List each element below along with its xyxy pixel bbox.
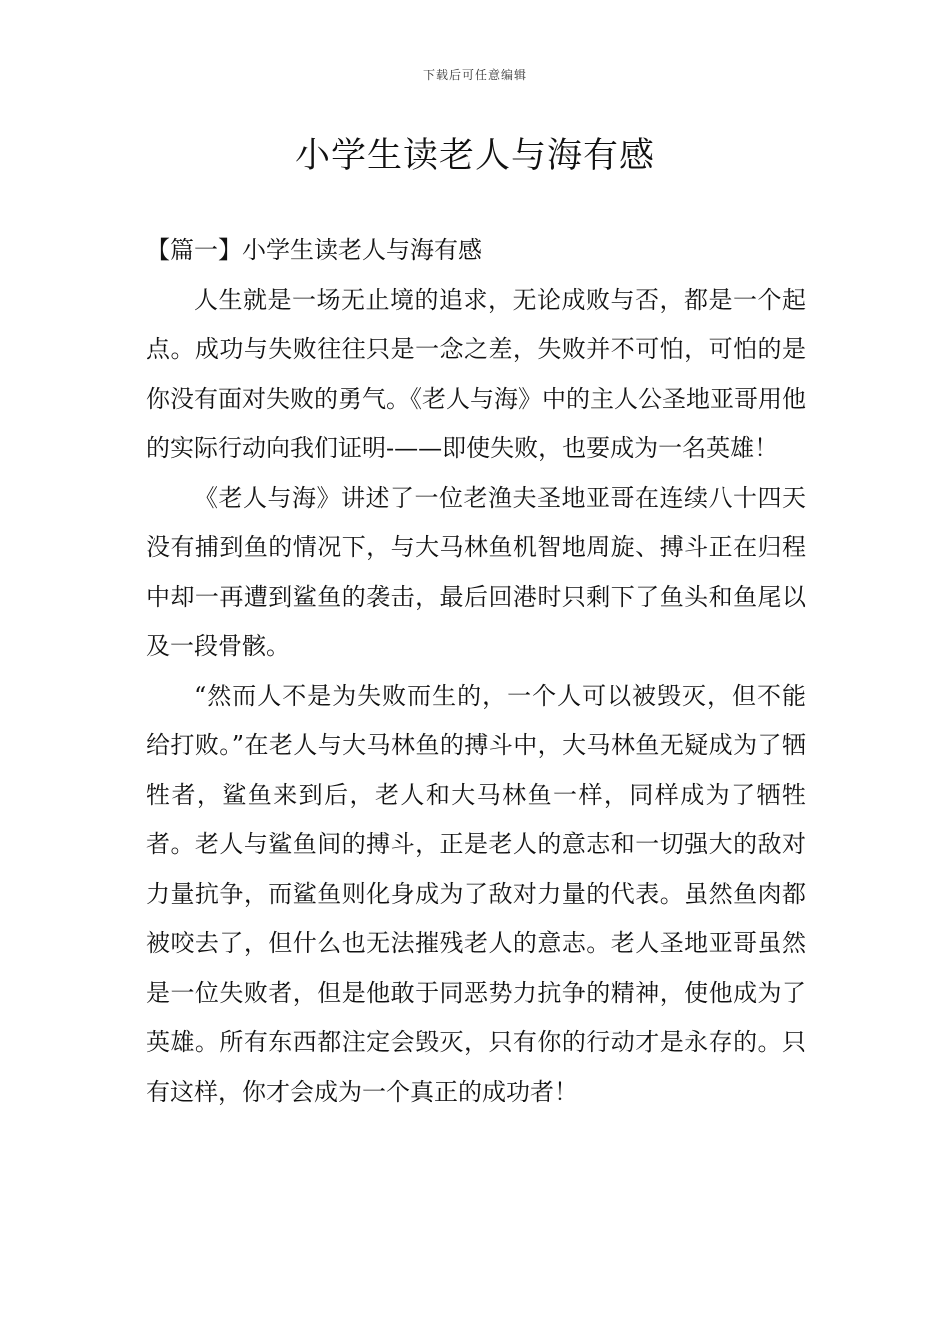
section-heading: 【篇一】小学生读老人与海有感	[146, 236, 482, 264]
document-body	[146, 226, 806, 1117]
paragraph-1: 人生就是一场无止境的追求，无论成败与否，都是一个起点。成功与失败往往只是一念之差，失败并不可怕，可怕的是你没有面对失败的勇气。《老人与海》中的主人公圣地亚哥用他的实际行动向我们证明-——即使失败，也要成为一名英雄！	[146, 285, 806, 462]
paragraph-3: “然而人不是为失败而生的，一个人可以被毁灭，但不能给打败。”在老人与大马林鱼的搏斗中，大马林鱼无疑成为了牺牲者，鲨鱼来到后，老人和大马林鱼一样，同样成为了牺牲者。老人与鲨鱼间的搏斗，正是老人的意志和一切强大的敌对力量抗争，而鲨鱼则化身成为了敌对力量的代表。虽然鱼肉都被咬去了，但什么也无法摧残老人的意志。老人圣地亚哥虽然是一位失败者，但是他敢于同恶势力抗争的精神，使他成为了英雄。所有东西都注定会毁灭，只有你的行动才是永存的。只有这样，你才会成为一个真正的成功者！	[146, 681, 806, 1106]
header-note: 下载后可任意编辑	[422, 68, 527, 82]
paragraph-2: 《老人与海》讲述了一位老渔夫圣地亚哥在连续八十四天没有捕到鱼的情况下，与大马林鱼机智地周旋、搏斗正在归程中却一再遭到鲨鱼的袭击，最后回港时只剩下了鱼头和鱼尾以及一段骨骸。	[146, 483, 806, 660]
document-title: 小学生读老人与海有感	[294, 136, 655, 176]
